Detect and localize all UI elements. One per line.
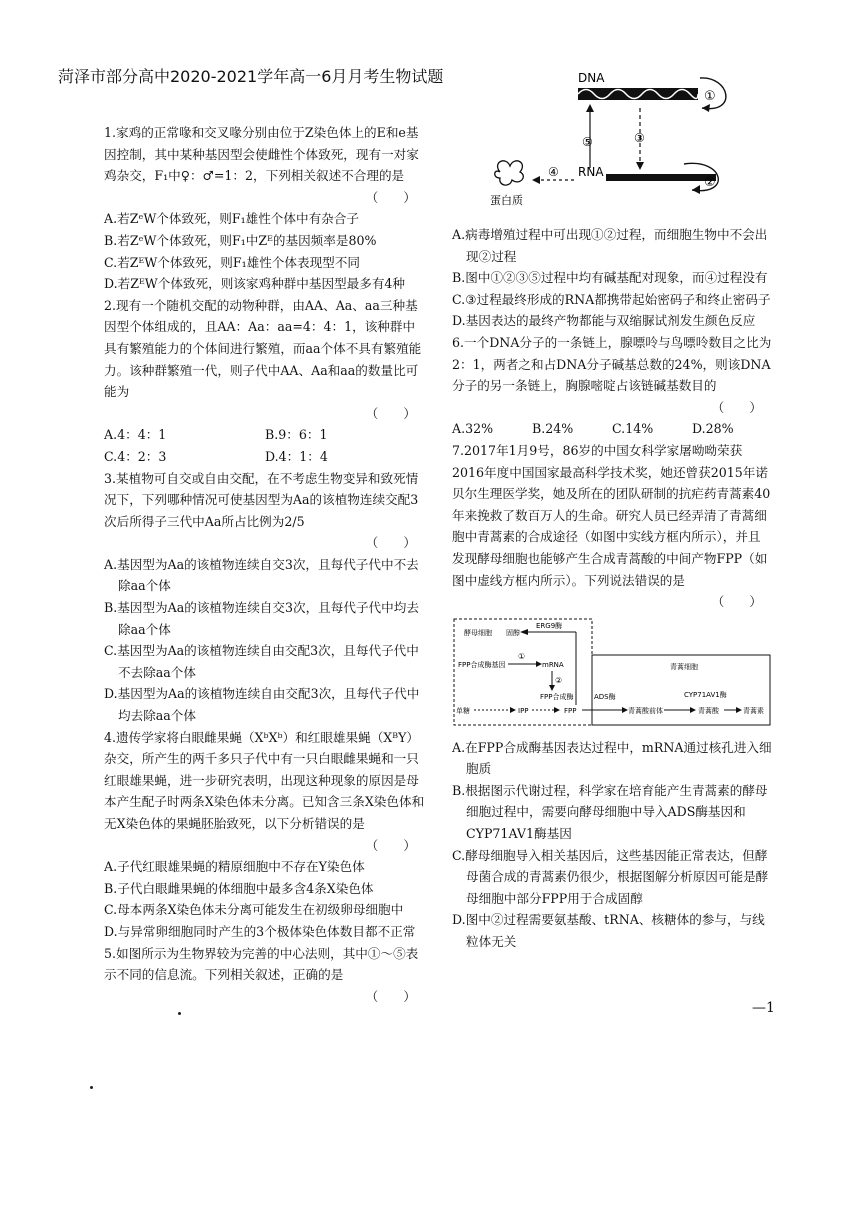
q2-option-b: B.9：6：1: [265, 427, 328, 443]
q1-bracket: （ ）: [365, 189, 416, 205]
q6-option-d: D.28%: [692, 421, 734, 437]
fig5-num-3: ③: [634, 131, 645, 145]
q3-option-b: B.基因型为Aa的该植物连续自交3次，且每代子代中均去除aa个体: [104, 600, 419, 637]
fig7-fpp-label: FPP: [564, 706, 577, 715]
q2-option-d: D.4：1：4: [265, 448, 328, 464]
q2-option-c: C.4：2：3: [104, 448, 167, 464]
fig7-mrna-label: mRNA: [542, 660, 564, 669]
q4-option-a: A.子代红眼雄果蝇的精原细胞中不存在Y染色体: [104, 859, 365, 875]
fig7-art-label: 青蒿素: [743, 706, 764, 715]
q3-stem: 3.某植物可自交或自由交配，在不考虑生物变异和致死情况下，下列哪种情况可使基因型为Aa的该植物连续交配3次后所得子三代中Aa所占比例为2/5: [104, 470, 419, 529]
q7-option-a: A.在FPP合成酶基因表达过程中，mRNA通过核孔进入细胞质: [452, 739, 772, 777]
q4-option-b: B.子代白眼雌果蝇的体细胞中最多含4条X染色体: [104, 880, 374, 896]
q1-option-c: C.若ZᴱW个体致死，则F₁雄性个体表现型不同: [104, 254, 360, 270]
q3-option-c: C.基因型为Aa的该植物连续自由交配3次，且每代子代中不去除aa个体: [104, 643, 419, 680]
left-column: [104, 122, 426, 1007]
q5-stem: 5.如图所示为生物界较为完善的中心法则，其中①～⑤表示不同的信息流。下列相关叙述，正确的是: [104, 945, 419, 983]
fig7-sterol-label: 固醇: [506, 628, 520, 637]
q6-option-a: A.32%: [452, 421, 494, 437]
artemisinin-pathway-figure: [452, 615, 772, 733]
fig7-cyp-label: CYP71AV1酶: [684, 690, 727, 699]
q7-option-b: B.根据图示代谢过程，科学家在培育能产生青蒿素的酵母细胞过程中，需要向酵母细胞中导入ADS酶基因和CYP71AV1酶基因: [452, 782, 768, 842]
q1-option-d: D.若ZᴱW个体致死，则该家鸡种群中基因型最多有4种: [104, 276, 406, 292]
q7-option-c: C.酵母细胞导入相关基因后，这些基因能正常表达，但酵母菌合成的青蒿素仍很少，根据图解分析原因可能是酵母细胞中部分FPP用于合成固醇: [452, 847, 769, 906]
right-column: [452, 224, 772, 953]
fig5-dna-label: DNA: [578, 71, 605, 85]
q7-stem: 7.2017年1月9号，86岁的中国女科学家屠呦呦荣获2016年度中国国家最高科学技术奖，她还曾获2015年诺贝尔生理医学奖，她及所在的团队研制的抗疟药青蒿素40年来挽救了数百万人的生命。研究人员已经弄清了青蒿细胞中青蒿素的合成途径（如图中实线方框内所示），并且发现酵母细胞也能够产生合成青蒿酸的中间产物FPP（如图中虚线方框内所示）。下列说法错误的是: [452, 442, 771, 588]
fig5-num-5: ⑤: [582, 135, 593, 149]
fig5-num-2: ②: [704, 175, 716, 190]
q2-bracket: （ ）: [365, 405, 416, 421]
fig5-num-1: ①: [704, 89, 716, 104]
q5-option-d: D.基因表达的最终产物都能与双缩脲试剂发生颜色反应: [452, 313, 756, 329]
q5-bracket: （ ）: [365, 988, 416, 1004]
q6-bracket: （ ）: [711, 399, 762, 415]
q1-option-b: B.若ZᵉW个体致死，则F₁中Zᴱ的基因频率是80%: [104, 232, 377, 248]
q6-option-c: C.14%: [612, 421, 654, 437]
fig7-amorph-label: 青蒿酸前体: [628, 706, 663, 715]
q2-option-a: A.4：4：1: [104, 427, 167, 443]
scan-speck: [90, 1086, 93, 1089]
fig7-ipp-label: IPP: [518, 706, 529, 715]
fig7-erg9-label: ERG9酶: [536, 621, 563, 630]
q6-option-b: B.24%: [532, 421, 574, 437]
q4-option-c: C.母本两条X染色体未分离可能发生在初级卵母细胞中: [104, 902, 404, 918]
fig7-acid-label: 青蒿酸: [698, 706, 719, 715]
fig7-yeast-label: 酵母细胞: [464, 628, 492, 637]
q5-option-a: A.病毒增殖过程中可出现①②过程，而细胞生物中不会出现②过程: [452, 227, 768, 264]
fig7-circle-1: ①: [518, 651, 526, 661]
q4-bracket: （ ）: [365, 837, 416, 853]
central-dogma-figure: [470, 66, 740, 216]
q3-option-a: A.基因型为Aa的该植物连续自交3次，且每代子代中不去除aa个体: [104, 556, 419, 594]
fig7-artemisia-label: 青蒿细胞: [670, 662, 698, 671]
q5-option-c: C.③过程最终形成的RNA都携带起始密码子和终止密码子: [452, 291, 771, 307]
fig7-sugar-label: 单糖: [456, 706, 470, 715]
q4-stem: 4.遗传学家将白眼雌果蝇（XᵇXᵇ）和红眼雄果蝇（XᴮY）杂交，所产生的两千多只子代中有一只白眼雌果蝇和一只红眼雄果蝇，进一步研究表明，出现这种现象的原因是母本产生配子时两条X染色体未分离。已知含三条X染色体和无X染色体的果蝇胚胎致死，以下分析错误的是: [104, 729, 425, 831]
q5-option-b: B.图中①②③⑤过程中均有碱基配对现象，而④过程没有: [452, 270, 768, 286]
q1-stem: 1.家鸡的正常喙和交叉喙分别由位于Z染色体上的E和e基因控制，其中某种基因型会使雌性个体致死，现有一对家鸡杂交，F₁中♀：♂=1：2，下列相关叙述不合理的是: [104, 125, 419, 184]
scan-speck: [178, 1012, 181, 1015]
fig7-ads-label: ADS酶: [594, 692, 616, 701]
page-header: 菏泽市部分高中2020-2021学年高一6月月考生物试题: [58, 67, 444, 86]
q3-bracket: （ ）: [365, 535, 416, 551]
fig5-rna-label: RNA: [578, 165, 604, 179]
fig5-protein-label: 蛋白质: [490, 194, 523, 207]
fig7-circle-2: ②: [555, 675, 563, 685]
q4-option-d: D.与异常卵细胞同时产生的3个极体染色体数目都不正常: [104, 923, 416, 939]
page-number: —1: [752, 1000, 775, 1016]
fig7-fppenz-label: FPP合成酶: [540, 692, 574, 701]
q1-option-a: A.若ZᵉW个体致死，则F₁雄性个体中有杂合子: [104, 211, 359, 227]
q3-option-d: D.基因型为Aa的该植物连续自由交配3次，且每代子代中均去除aa个体: [104, 686, 420, 724]
q7-option-d: D.图中②过程需要氨基酸、tRNA、核糖体的参与，与线粒体无关: [452, 912, 765, 950]
q6-stem: 6.一个DNA分子的一条链上，腺嘌呤与鸟嘌呤数目之比为2：1，两者之和占DNA分子碱基总数的24%，则该DNA分子的另一条链上，胸腺嘧啶占该链碱基数目的: [452, 334, 772, 394]
q7-bracket: （ ）: [711, 594, 762, 610]
fig5-num-4: ④: [548, 165, 559, 179]
q2-stem: 2.现有一个随机交配的动物种群，由AA、Aa、aa三种基因型个体组成的，且AA：Aa：aa=4：4：1，该种群中具有繁殖能力的个体间进行繁殖，而aa个体不具有繁殖能力。该种群繁殖一代，则子代中AA、Aa和aa的数量比可能为: [104, 297, 422, 400]
fig7-fppgene-label: FPP合成酶基因: [458, 660, 506, 669]
